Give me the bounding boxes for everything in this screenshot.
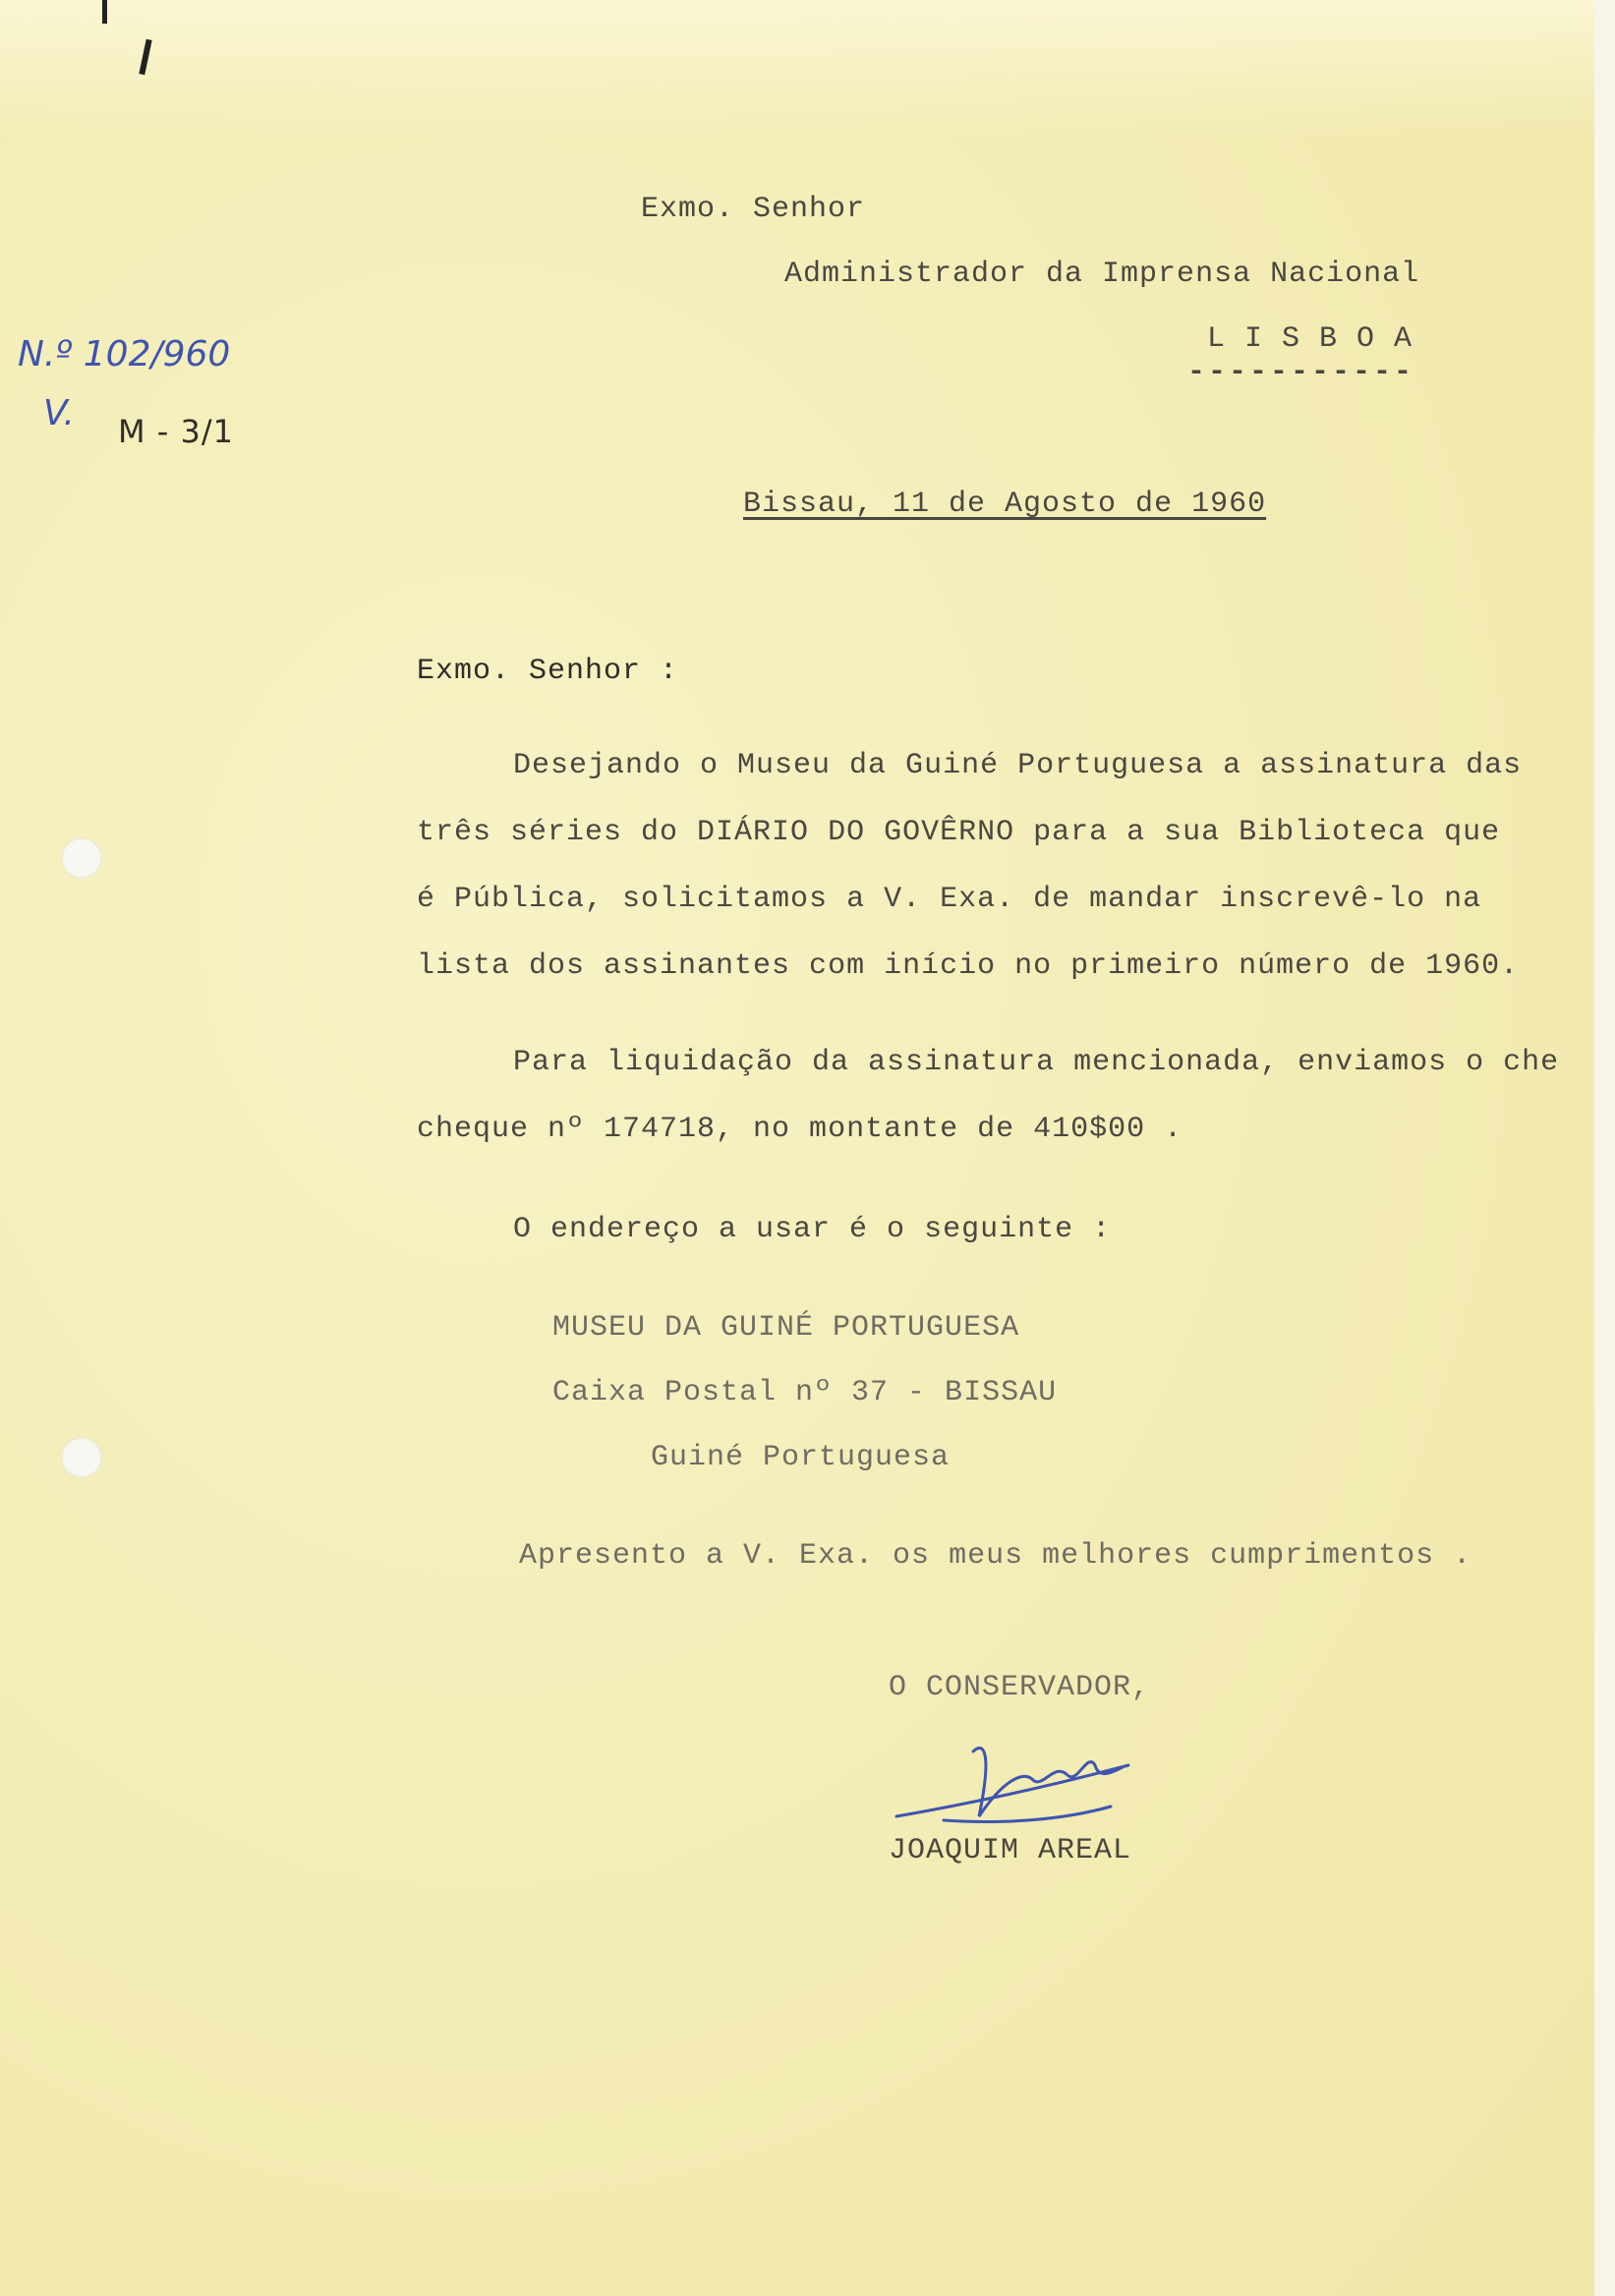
handwritten-initial: V. [43,393,75,433]
recipient-city: L I S B O A [1207,322,1413,356]
scan-margin [1594,0,1615,2296]
paragraph-2-line-2: cheque nº 174718, no montante de 410$00 . [417,1113,1183,1146]
paragraph-1-line-3: é Pública, solicitamos a V. Exa. de mandar inscrevê-lo na [417,883,1482,916]
recipient-title: Administrador da Imprensa Nacional [784,258,1420,291]
paragraph-1-line-1: Desejando o Museu da Guiné Portuguesa a assinatura das [513,749,1523,782]
paragraph-1-line-4: lista dos assinantes com início no primeiro número de 1960. [417,949,1520,983]
paragraph-1-line-2: três séries do DIÁRIO DO GOVÊRNO para a sua Biblioteca que [417,816,1501,849]
punch-hole-bottom [61,1437,102,1478]
address-line-1: MUSEU DA GUINÉ PORTUGUESA [552,1311,1020,1345]
corner-mark-1 [102,0,107,24]
paragraph-2-line-1: Para liquidação da assinatura mencionada, enviamos o che [513,1046,1560,1079]
greeting: Exmo. Senhor : [417,655,679,688]
recipient-salutation: Exmo. Senhor [641,193,866,226]
address-intro: O endereço a usar é o seguinte : [513,1213,1112,1246]
closing-line: Apresento a V. Exa. os meus melhores cumprimentos . [519,1539,1472,1573]
address-line-3: Guiné Portuguesa [651,1441,951,1474]
recipient-city-rule: ----------- [1187,356,1415,389]
handwritten-file-number: N.º 102/960 [18,334,231,374]
signatory-name: JOAQUIM AREAL [889,1834,1132,1867]
handwritten-signature [885,1722,1140,1840]
date-line: Bissau, 11 de Agosto de 1960 [743,488,1267,521]
punch-hole-top [61,837,102,879]
reference-code: M - 3/1 [118,413,234,450]
page-top-fade [0,0,1594,138]
address-line-2: Caixa Postal nº 37 - BISSAU [552,1376,1058,1409]
signatory-role: O CONSERVADOR, [889,1671,1151,1704]
